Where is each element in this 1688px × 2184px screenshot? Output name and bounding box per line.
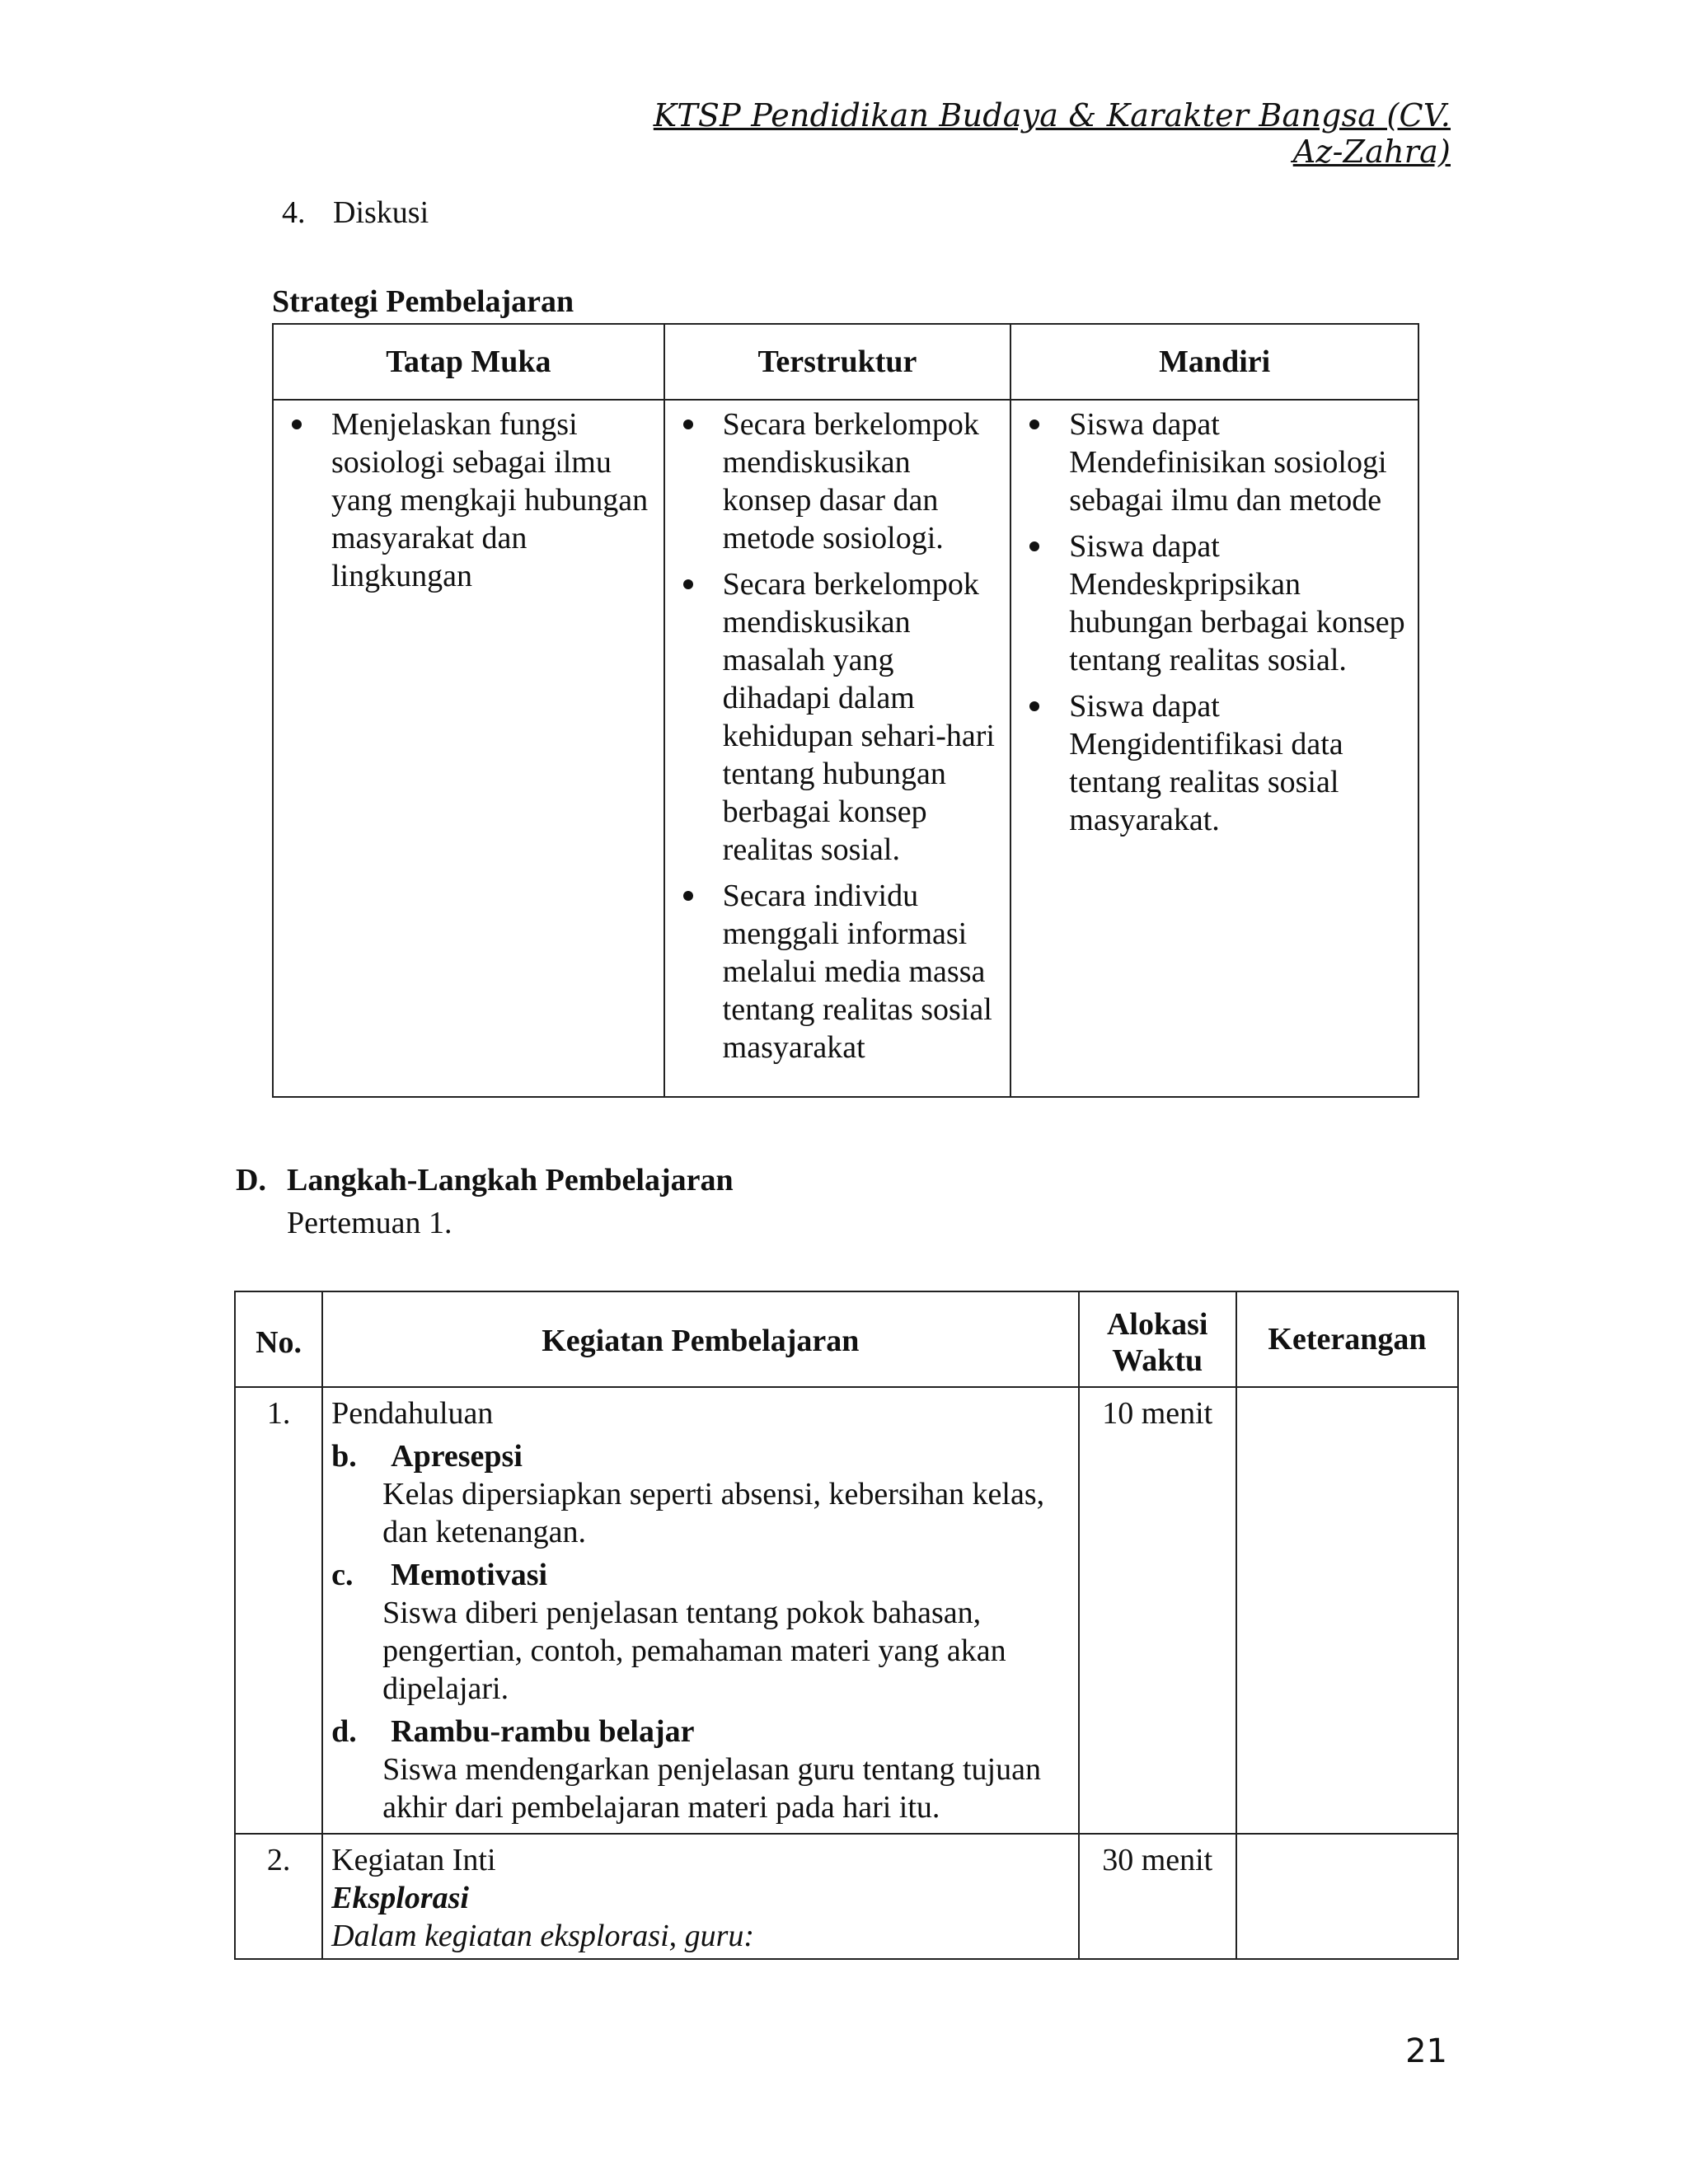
header-no: No. [235, 1291, 322, 1387]
row1-alokasi: 10 menit [1079, 1387, 1236, 1834]
header-alokasi [1079, 1291, 1236, 1387]
sub-letter: c. [331, 1558, 354, 1592]
strategy-header-row [273, 324, 1418, 400]
strategy-table [272, 323, 1419, 1098]
row1-title: Pendahuluan [331, 1396, 494, 1431]
section-title: Langkah-Langkah Pembelajaran [287, 1163, 734, 1197]
row2-alokasi: 30 menit [1079, 1834, 1236, 1959]
sub-title: Memotivasi [391, 1558, 548, 1592]
header-keterangan: Keterangan [1236, 1291, 1458, 1387]
table-row [235, 1834, 1458, 1959]
sub-description: Siswa mendengarkan penjelasan guru tentang tujuan akhir dari pembelajaran materi pada hari itu. [382, 1752, 1041, 1825]
sub-heading-apresepsi [331, 1437, 1069, 1475]
section-d-heading [236, 1162, 734, 1198]
section-number: D. [236, 1163, 266, 1197]
header-alokasi-line1: Alokasi [1106, 1306, 1208, 1342]
table-row [235, 1387, 1458, 1834]
row2-keterangan [1236, 1834, 1458, 1959]
running-header: KTSP Pendidikan Budaya & Karakter Bangsa (CV. Az-Zahra) [653, 97, 1451, 170]
cell-terstruktur [664, 400, 1011, 1097]
sub-heading-memotivasi [331, 1556, 1069, 1594]
strategy-title: Strategi Pembelajaran [272, 284, 574, 319]
list-item: Siswa dapat Mengidentifikasi data tentang realitas sosial masyarakat. [1020, 687, 1409, 839]
list-item: Siswa dapat Mendeskpripsikan hubungan berbagai konsep tentang realitas sosial. [1020, 527, 1409, 679]
activity-header-row [235, 1291, 1458, 1387]
header-kegiatan: Kegiatan Pembelajaran [322, 1291, 1078, 1387]
row2-description: Dalam kegiatan eksplorasi, guru: [331, 1919, 755, 1953]
row1-kegiatan [322, 1387, 1078, 1834]
list-item: Menjelaskan fungsi sosiologi sebagai ilmu yang mengkaji hubungan masyarakat dan lingkungan [282, 405, 655, 595]
list-item-text: Diskusi [333, 195, 429, 230]
row2-title: Kegiatan Inti [331, 1843, 496, 1877]
activity-table [234, 1291, 1459, 1960]
list-item: Siswa dapat Mendefinisikan sosiologi sebagai ilmu dan metode [1020, 405, 1409, 519]
sub-description: Siswa diberi penjelasan tentang pokok bahasan, pengertian, contoh, pemahaman materi yang akan dipelajari. [382, 1596, 1006, 1706]
page-number: 21 [1405, 2032, 1447, 2070]
sub-title: Apresepsi [391, 1439, 523, 1474]
cell-tatap-muka [273, 400, 664, 1097]
header-terstruktur: Terstruktur [664, 324, 1011, 400]
header-alokasi-line2: Waktu [1112, 1343, 1203, 1378]
header-tatap-muka: Tatap Muka [273, 324, 664, 400]
sub-description: Kelas dipersiapkan seperti absensi, kebersihan kelas, dan ketenangan. [382, 1477, 1045, 1549]
row2-subtitle: Eksplorasi [331, 1881, 469, 1915]
list-item: Secara berkelompok mendiskusikan konsep dasar dan metode sosiologi. [673, 405, 1002, 557]
list-item-diskusi [282, 194, 429, 231]
sub-letter: b. [331, 1439, 357, 1474]
list-item-number: 4. [282, 195, 306, 230]
sub-letter: d. [331, 1714, 357, 1749]
row1-keterangan [1236, 1387, 1458, 1834]
row2-no: 2. [235, 1834, 322, 1959]
cell-mandiri [1010, 400, 1418, 1097]
list-item: Secara berkelompok mendiskusikan masalah yang dihadapi dalam kehidupan sehari-hari tentang hubungan berbagai konsep realitas sosial. [673, 565, 1002, 869]
row1-no: 1. [235, 1387, 322, 1834]
sub-title: Rambu-rambu belajar [391, 1714, 695, 1749]
strategy-content-row [273, 400, 1418, 1097]
header-mandiri: Mandiri [1010, 324, 1418, 400]
sub-heading-rambu [331, 1713, 1069, 1750]
list-item: Secara individu menggali informasi melalui media massa tentang realitas sosial masyarakat [673, 877, 1002, 1066]
row2-kegiatan [322, 1834, 1078, 1959]
meeting-label: Pertemuan 1. [287, 1206, 452, 1240]
